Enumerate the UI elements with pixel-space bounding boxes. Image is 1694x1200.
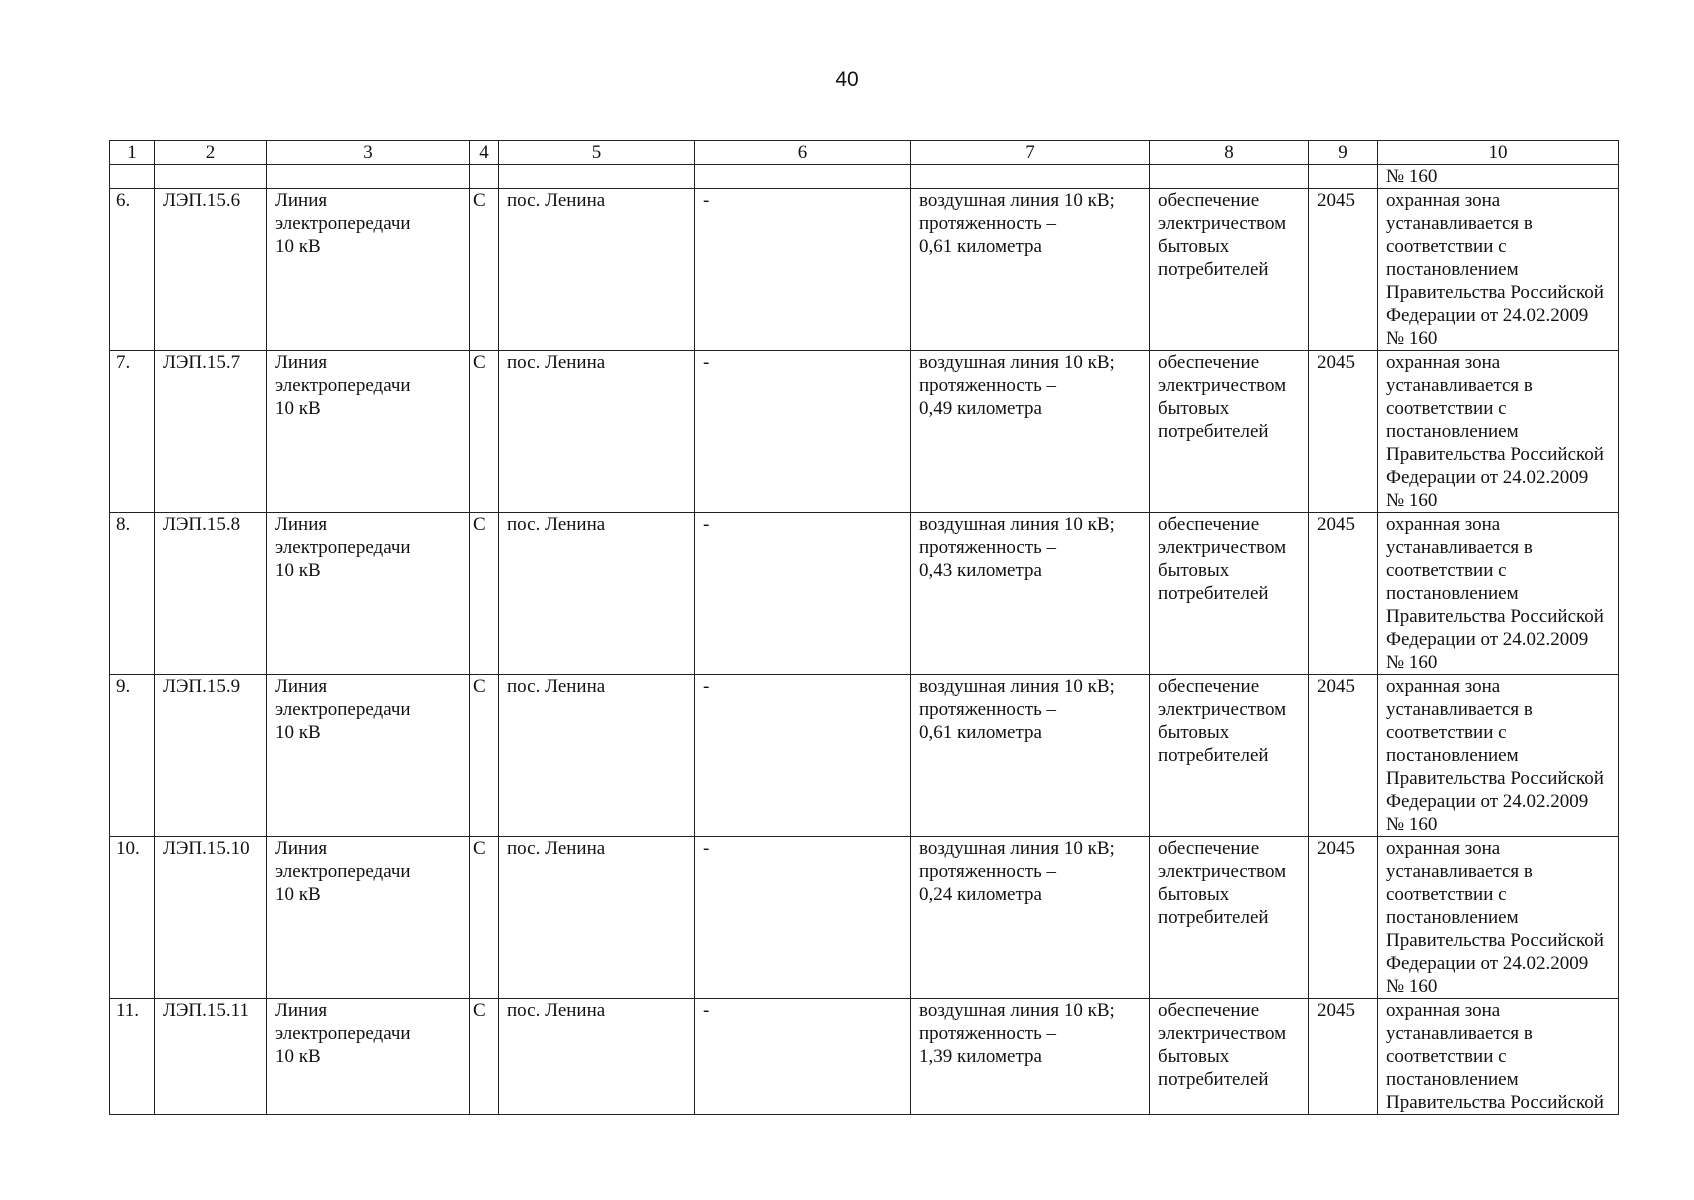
object-code-cell: ЛЭП.15.10 (155, 837, 267, 999)
zone-cell: охранная зона устанавливается в соответствии с постановлением Правительства Российской Федерации от 24.02.2009 № 160 (1378, 351, 1619, 513)
characteristics-cell: воздушная линия 10 кВ; протяженность – 0,49 километра (911, 351, 1150, 513)
column-6-cell: - (695, 999, 911, 1115)
status-cell: С (470, 351, 499, 513)
object-code-cell: ЛЭП.15.6 (155, 189, 267, 351)
header-cell: 6 (695, 141, 911, 165)
table-cell (155, 165, 267, 189)
status-cell: С (470, 837, 499, 999)
row-number-cell: 11. (110, 999, 155, 1115)
purpose-cell: обеспечение электричеством бытовых потребителей (1150, 351, 1309, 513)
purpose-cell: обеспечение электричеством бытовых потребителей (1150, 189, 1309, 351)
table-row (110, 513, 1619, 675)
object-code-cell: ЛЭП.15.9 (155, 675, 267, 837)
zone-cell: охранная зона устанавливается в соответствии с постановлением Правительства Российской Федерации от 24.02.2009 № 160 (1378, 837, 1619, 999)
status-cell: С (470, 189, 499, 351)
table-row (110, 675, 1619, 837)
row-number-cell: 9. (110, 675, 155, 837)
column-6-cell: - (695, 513, 911, 675)
table-cell (470, 165, 499, 189)
object-name-cell: Линия электропередачи 10 кВ (267, 999, 470, 1115)
table-row (110, 999, 1619, 1115)
header-cell: 4 (470, 141, 499, 165)
status-cell: С (470, 999, 499, 1115)
characteristics-cell: воздушная линия 10 кВ; протяженность – 1,39 километра (911, 999, 1150, 1115)
table-cell (1309, 165, 1378, 189)
object-code-cell: ЛЭП.15.11 (155, 999, 267, 1115)
row-number-cell: 7. (110, 351, 155, 513)
table-cell (499, 165, 695, 189)
header-cell: 2 (155, 141, 267, 165)
continuation-row (110, 165, 1619, 189)
characteristics-cell: воздушная линия 10 кВ; протяженность – 0,61 километра (911, 675, 1150, 837)
registry-table (109, 140, 1619, 1115)
zone-cell: охранная зона устанавливается в соответствии с постановлением Правительства Российской Федерации от 24.02.2009 № 160 (1378, 675, 1619, 837)
zone-cell: охранная зона устанавливается в соответствии с постановлением Правительства Российской Федерации от 24.02.2009 № 160 (1378, 513, 1619, 675)
table-cell (110, 165, 155, 189)
characteristics-cell: воздушная линия 10 кВ; протяженность – 0,61 километра (911, 189, 1150, 351)
header-cell: 9 (1309, 141, 1378, 165)
row-number-cell: 8. (110, 513, 155, 675)
column-6-cell: - (695, 837, 911, 999)
header-cell: 10 (1378, 141, 1619, 165)
year-cell: 2045 (1309, 513, 1378, 675)
object-name-cell: Линия электропередачи 10 кВ (267, 675, 470, 837)
location-cell: пос. Ленина (499, 675, 695, 837)
year-cell: 2045 (1309, 837, 1378, 999)
object-name-cell: Линия электропередачи 10 кВ (267, 837, 470, 999)
purpose-cell: обеспечение электричеством бытовых потребителей (1150, 513, 1309, 675)
table-row (110, 351, 1619, 513)
year-cell: 2045 (1309, 189, 1378, 351)
purpose-cell: обеспечение электричеством бытовых потребителей (1150, 837, 1309, 999)
object-code-cell: ЛЭП.15.7 (155, 351, 267, 513)
table-cell: № 160 (1378, 165, 1619, 189)
table-row (110, 837, 1619, 999)
object-name-cell: Линия электропередачи 10 кВ (267, 351, 470, 513)
column-6-cell: - (695, 351, 911, 513)
location-cell: пос. Ленина (499, 513, 695, 675)
table-cell (911, 165, 1150, 189)
header-cell: 7 (911, 141, 1150, 165)
object-name-cell: Линия электропередачи 10 кВ (267, 513, 470, 675)
row-number-cell: 10. (110, 837, 155, 999)
status-cell: С (470, 513, 499, 675)
column-6-cell: - (695, 675, 911, 837)
header-cell: 5 (499, 141, 695, 165)
characteristics-cell: воздушная линия 10 кВ; протяженность – 0,24 километра (911, 837, 1150, 999)
zone-cell: охранная зона устанавливается в соответствии с постановлением Правительства Российской Федерации от 24.02.2009 № 160 (1378, 189, 1619, 351)
location-cell: пос. Ленина (499, 999, 695, 1115)
table-row (110, 189, 1619, 351)
location-cell: пос. Ленина (499, 351, 695, 513)
purpose-cell: обеспечение электричеством бытовых потребителей (1150, 675, 1309, 837)
location-cell: пос. Ленина (499, 837, 695, 999)
year-cell: 2045 (1309, 675, 1378, 837)
year-cell: 2045 (1309, 351, 1378, 513)
column-number-header-row (110, 141, 1619, 165)
status-cell: С (470, 675, 499, 837)
table-cell (1150, 165, 1309, 189)
characteristics-cell: воздушная линия 10 кВ; протяженность – 0,43 километра (911, 513, 1150, 675)
object-code-cell: ЛЭП.15.8 (155, 513, 267, 675)
object-name-cell: Линия электропередачи 10 кВ (267, 189, 470, 351)
row-number-cell: 6. (110, 189, 155, 351)
purpose-cell: обеспечение электричеством бытовых потребителей (1150, 999, 1309, 1115)
column-6-cell: - (695, 189, 911, 351)
header-cell: 8 (1150, 141, 1309, 165)
header-cell: 1 (110, 141, 155, 165)
header-cell: 3 (267, 141, 470, 165)
year-cell: 2045 (1309, 999, 1378, 1115)
zone-cell: охранная зона устанавливается в соответствии с постановлением Правительства Российской (1378, 999, 1619, 1115)
table-cell (695, 165, 911, 189)
page-number: 40 (835, 68, 859, 91)
table-cell (267, 165, 470, 189)
location-cell: пос. Ленина (499, 189, 695, 351)
